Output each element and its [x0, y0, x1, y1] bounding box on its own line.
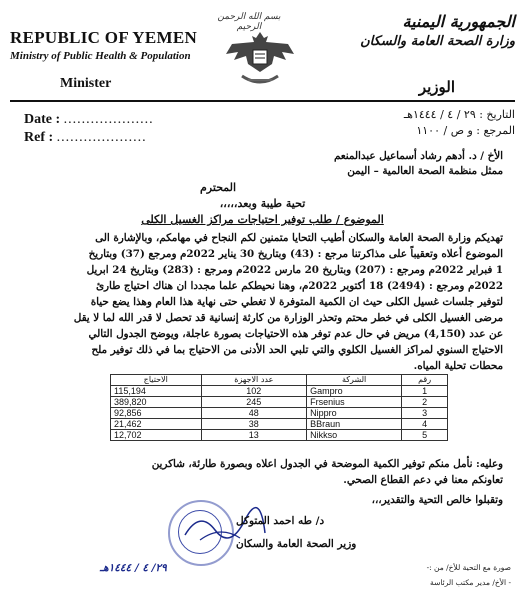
col-devices: عدد الاجهزة — [201, 375, 307, 386]
devices-cell: 48 — [201, 408, 307, 419]
ministry-name-english: Ministry of Public Health & Population — [10, 50, 191, 62]
date-field-arabic: التاريخ : ٢٩ / ٤ / ١٤٤٤هـ — [403, 108, 515, 121]
ref-field-arabic: المرجع : و ص / ١١٠٠ — [416, 124, 515, 137]
country-name-english: REPUBLIC OF YEMEN — [10, 28, 198, 47]
header-divider — [10, 100, 515, 102]
signatory-title: وزير الصحة العامة والسكان — [236, 538, 357, 550]
respect-label: المحترم — [200, 181, 237, 194]
closing-line: وعليه: نأمل منكم توفير الكمية الموضحة في الجدول اعلاه وبصورة طارئة، شاكرين — [151, 458, 503, 470]
body-line: 1 فبراير 2022م ومرجع : (207) وبتاريخ 20 مارس 2022م ومرجع : (283) وبتاريخ 24 ابريل — [86, 264, 503, 276]
devices-cell: 245 — [201, 397, 307, 408]
number-cell: 1 — [402, 386, 448, 397]
body-line: محطات تحلية المياه. — [413, 360, 503, 372]
body-line: 2022م ومرجع : (2494) 18 أكتوبر 2022م، وهنا نحيطكم علما مجددا ان هناك احتياج طارئ — [95, 280, 503, 292]
devices-cell: 38 — [201, 419, 307, 430]
col-needs: الاحتياج — [111, 375, 202, 386]
table-row — [111, 386, 448, 397]
needs-cell: 92,856 — [111, 408, 202, 419]
number-cell: 3 — [402, 408, 448, 419]
ref-label: Ref : — [24, 130, 54, 145]
company-cell: Gampro — [307, 386, 402, 397]
body-line: لتوفير جلسات غسيل الكلى حيث ان الكمية المتوفرة لا تغطي حتى نهاية هذا العام وهذا يضع حياة — [90, 296, 503, 308]
greeting: تحية طيبة وبعد،،،،، — [219, 197, 306, 210]
devices-cell: 13 — [201, 430, 307, 441]
table-row — [111, 430, 448, 441]
subject-line: الموضوع / طلب توفير احتياجات مراكز الغسيل الكلى — [141, 213, 384, 226]
needs-cell: 389,820 — [111, 397, 202, 408]
body-line: عن عدد (4,150) مريض في حال عدم توفر هذه الاحتياجات بصورة عاجلة، ويوضح الجدول التالي — [88, 328, 503, 340]
needs-cell: 21,462 — [111, 419, 202, 430]
office-title-arabic: الوزير — [418, 78, 455, 96]
needs-cell: 115,194 — [111, 386, 202, 397]
company-cell: Frsenius — [307, 397, 402, 408]
table-header-row — [111, 375, 448, 386]
company-cell: BBraun — [307, 419, 402, 430]
signatory-name: د/ طه احمد المتوكل — [236, 515, 325, 527]
basmala: بسم الله الرحمن الرحيم — [217, 12, 281, 32]
table-row — [111, 397, 448, 408]
ref-field-english — [24, 130, 147, 146]
body-line: مرضى الغسيل الكلى في خطر محتم وتحذر الوزارة من كارثة إنسانية قد تحصل لا قدر الله لما لا يقل — [73, 312, 503, 324]
number-cell: 2 — [402, 397, 448, 408]
body-line: الاحتياج السنوي لمراكز الغسيل الكلوي والتي تلبي الحد الأدنى من الاحتياج بما في ذلك توفير ملح — [91, 344, 503, 356]
date-dots: .................... — [63, 112, 154, 127]
recipient-title: ممثل منظمة الصحة العالمية – اليمن — [347, 165, 503, 177]
date-field-english — [24, 112, 154, 128]
date-label: Date : — [24, 112, 61, 127]
country-name-arabic: الجمهورية اليمنية — [402, 12, 515, 31]
devices-cell: 102 — [201, 386, 307, 397]
number-cell: 5 — [402, 430, 448, 441]
number-cell: 4 — [402, 419, 448, 430]
copies-line: - الأخ/ مدير مكتب الرئاسة — [430, 578, 511, 587]
needs-table — [110, 374, 448, 441]
signature-date: ٢٩/ ٤ / ١٤٤٤هـ — [100, 562, 167, 574]
needs-cell: 12,702 — [111, 430, 202, 441]
closing-line: تعاونكم معنا في دعم القطاع الصحي. — [343, 474, 503, 486]
ministry-name-arabic: وزارة الصحة العامة والسكان — [360, 34, 515, 49]
ref-dots: .................... — [56, 130, 147, 145]
col-number: رقم — [402, 375, 448, 386]
recipient-name: الأخ / د. أدهم رشاد أسماعيل عبدالمنعم — [333, 150, 503, 162]
eagle-emblem-icon — [222, 24, 298, 94]
copies-heading: صورة مع التحية للأخ/ من :- — [426, 563, 511, 572]
body-line: الموضوع أعلاه وتعقيباً على مذاكرتنا مرجع : (43) وبتاريخ 30 يناير 2022م ومرجع (37) وبتاريخ — [88, 248, 503, 260]
table-row — [111, 419, 448, 430]
body-line: تهديكم وزارة الصحة العامة والسكان أطيب التحايا متمنين لكم النجاح في مهامكم، وبالإشارة الى — [95, 232, 503, 244]
company-cell: Nikkso — [307, 430, 402, 441]
table-row — [111, 408, 448, 419]
office-title-english: Minister — [60, 76, 112, 91]
company-cell: Nippro — [307, 408, 402, 419]
regards-line: وتقبلوا خالص التحية والتقدير،،، — [371, 494, 503, 506]
col-company: الشركة — [307, 375, 402, 386]
